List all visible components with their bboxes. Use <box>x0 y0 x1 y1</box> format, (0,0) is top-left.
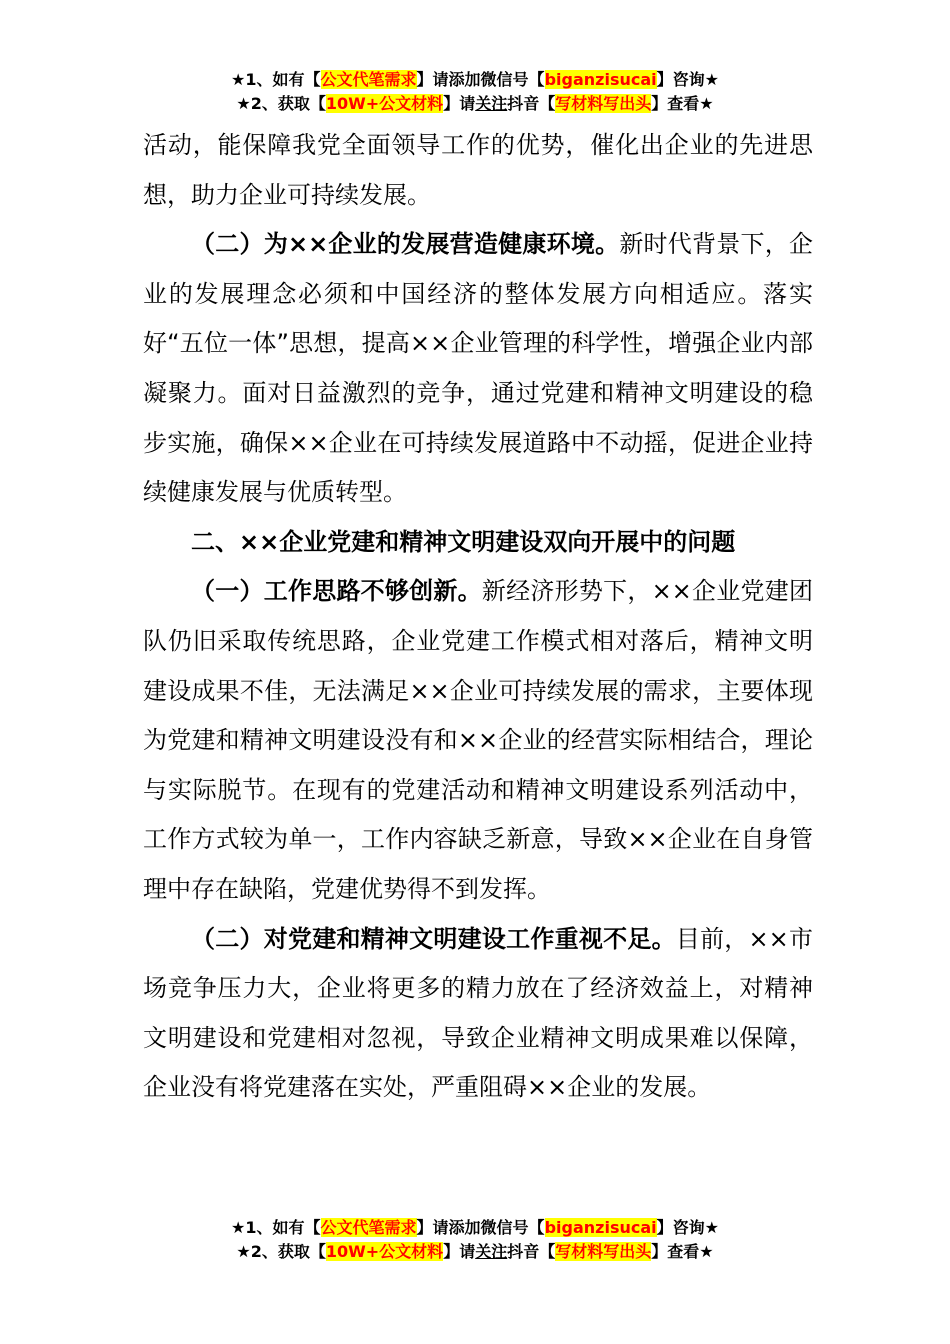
paragraph-text: 目前，××市场竞争压力大，企业将更多的精力放在了经济效益上，对精神文明建设和党建相对忽视，导致企业精神文明成果难以保障，企业没有将党建落在实处，严重阻碍××企业的发展。 <box>143 924 814 1102</box>
banner-text: 】咨询★ <box>656 70 719 89</box>
banner-text: 】查看★ <box>651 94 714 113</box>
banner-line-1 <box>0 1216 950 1240</box>
highlight-douyin-account: 写材料写出头 <box>555 94 652 113</box>
highlight-service: 公文代笔需求 <box>320 1218 417 1237</box>
banner-text: 】请 <box>443 94 476 113</box>
subheading: （二）为××企业的发展营造健康环境。 <box>191 230 620 259</box>
subheading: （一）工作思路不够创新。 <box>191 577 482 606</box>
banner-emphasis: 关注 <box>475 94 508 113</box>
banner-text: 抖音【 <box>507 94 556 113</box>
banner-text: ★1、如有【 <box>231 1218 321 1237</box>
highlight-materials: 10W+公文材料 <box>325 1242 444 1261</box>
banner-emphasis: 添加 <box>448 1218 481 1237</box>
highlight-wechat-id: biganzisucai <box>544 70 657 89</box>
paragraph-continued: 活动，能保障我党全面领导工作的优势，催化出企业的先进思想，助力企业可持续发展。 <box>143 131 813 209</box>
subheading: （二）对党建和精神文明建设工作重视不足。 <box>191 924 676 953</box>
banner-line-2 <box>0 1240 950 1264</box>
paragraph-section-2-2 <box>143 915 813 1113</box>
banner-text: ★2、获取【 <box>236 94 326 113</box>
banner-emphasis: 关注 <box>475 1242 508 1261</box>
banner-text: 抖音【 <box>507 1242 556 1261</box>
highlight-wechat-id: biganzisucai <box>544 1218 657 1237</box>
highlight-materials: 10W+公文材料 <box>325 94 444 113</box>
banner-text: 】咨询★ <box>656 1218 719 1237</box>
banner-text: 】请 <box>443 1242 476 1261</box>
header-banner <box>0 68 950 116</box>
banner-text: 】请 <box>416 70 449 89</box>
document-body <box>143 121 813 1113</box>
banner-text: 微信号【 <box>480 1218 545 1237</box>
banner-text: ★1、如有【 <box>231 70 321 89</box>
paragraph-text: 新时代背景下，企业的发展理念必须和中国经济的整体发展方向相适应。落实好“五位一体”思想，提高××企业管理的科学性，增强企业内部凝聚力。面对日益激烈的竞争，通过党建和精神文明建设的稳步实施，确保××企业在可持续发展道路中不动摇，促进企业持续健康发展与优质转型。 <box>143 230 813 507</box>
paragraph-text: 新经济形势下，××企业党建团队仍旧采取传统思路，企业党建工作模式相对落后，精神文明建设成果不佳，无法满足××企业可持续发展的需求，主要体现为党建和精神文明建设没有和××企业的经营实际相结合，理论与实际脱节。在现有的党建活动和精神文明建设系列活动中，工作方式较为单一，工作内容缺乏新意，导致××企业在自身管理中存在缺陷，党建优势得不到发挥。 <box>143 577 813 903</box>
paragraph-section-1-2 <box>143 220 813 518</box>
banner-line-2 <box>0 92 950 116</box>
banner-text: ★2、获取【 <box>236 1242 326 1261</box>
highlight-douyin-account: 写材料写出头 <box>555 1242 652 1261</box>
footer-banner <box>0 1216 950 1264</box>
paragraph-section-2-1 <box>143 567 813 914</box>
highlight-service: 公文代笔需求 <box>320 70 417 89</box>
banner-line-1 <box>0 68 950 92</box>
banner-emphasis: 添加 <box>448 70 481 89</box>
section-title: 二、××企业党建和精神文明建设双向开展中的问题 <box>191 527 736 556</box>
banner-text: 微信号【 <box>480 70 545 89</box>
banner-text: 】请 <box>416 1218 449 1237</box>
banner-text: 】查看★ <box>651 1242 714 1261</box>
